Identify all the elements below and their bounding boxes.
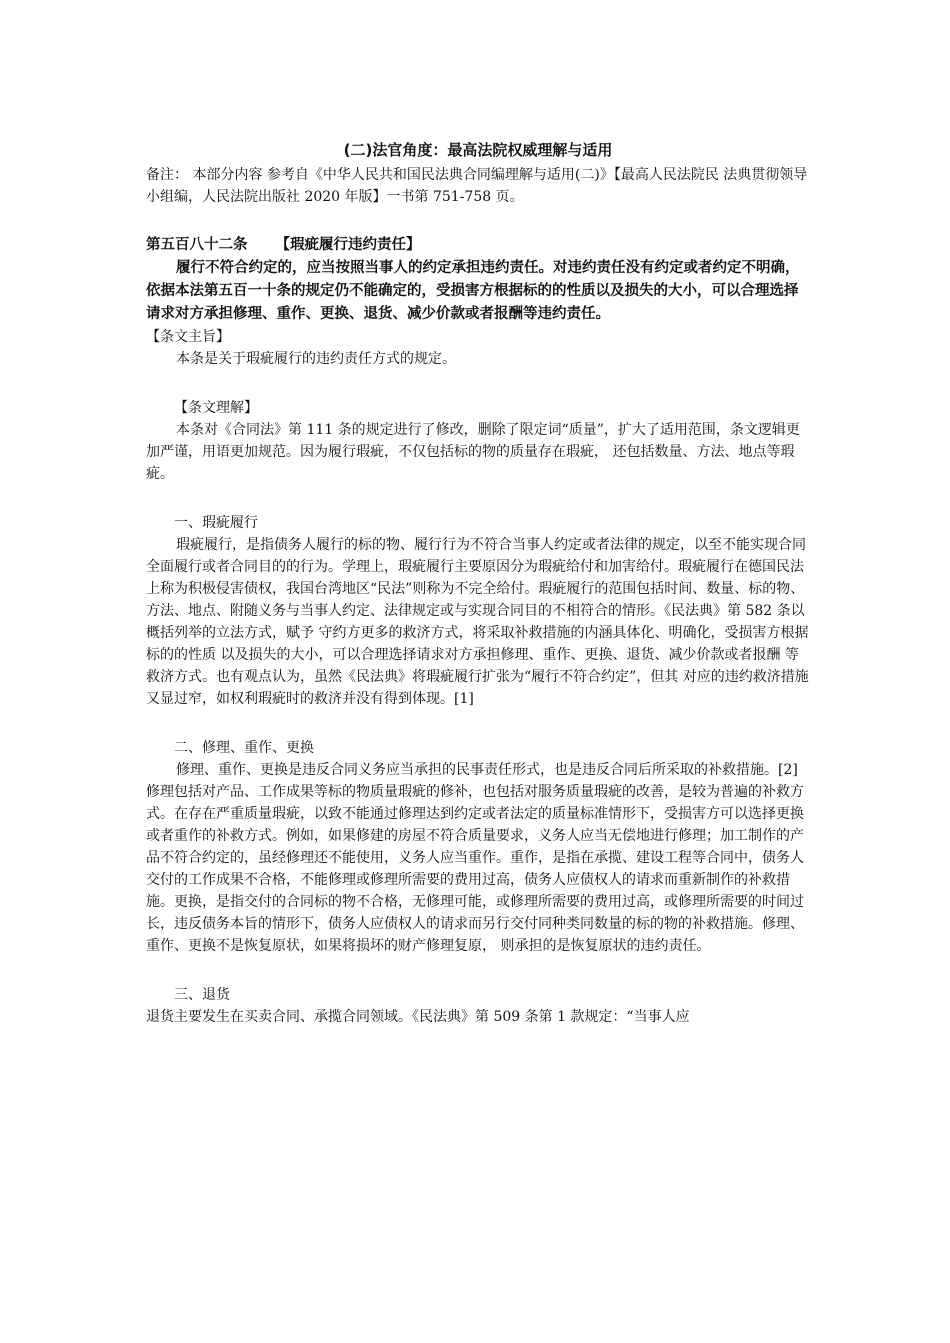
- source-note: 备注： 本部分内容 参考自《中华人民共和国民法典合同编理解与适用(二)》【最高人民法院民 法典贯彻领导小组编，人民法院出版社 2020 年版】一书第 751-758 页。: [146, 167, 808, 205]
- section-text-defective-performance: 瑕疵履行，是指债务人履行的标的物、履行行为不符合当事人约定或者法律的规定，以至不能实现合同全面履行或者合同目的的行为。学理上，瑕疵履行主要原因分为瑕疵给付和加害给付。瑕疵履行在德国民法上称为积极侵害债权，我国台湾地区“民法”则称为不完全给付。瑕疵履行的范围包括时间、数量、标的物、方法、地点、附随义务与当事人约定、法律规定或与实现合同目的不相符合的情形。《民法典》第 582 条以概括列举的立法方式，赋予 守约方更多的救济方式，将采取补救措施的内涵具体化、明确化，受损害方根据标的的性质 以及损失的大小，可以合理选择请求对方承担修理、重作、更换、退货、减少价款或者报酬 等救济方式。也有观点认为，虽然《民法典》将瑕疵履行扩张为“履行不符合约定”，但其 对应的违约救济措施又显过窄，如权利瑕疵时的救济并没有得到体现。[1]: [146, 537, 809, 707]
- article-number: 第五百八十二条: [146, 237, 248, 253]
- section-heading-repair-redo-replace: 二、修理、重作、更换: [174, 740, 314, 756]
- understanding-label: 【条文理解】: [174, 400, 258, 416]
- section-text-return-goods: 退货主要发生在买卖合同、承揽合同领域。《民法典》第 509 条第 1 款规定：“当事人应: [146, 1009, 690, 1025]
- article-header: [146, 234, 810, 257]
- purport-label: 【条文主旨】: [146, 329, 230, 345]
- purport-text: 本条是关于瑕疵履行的违约责任方式的规定。: [176, 351, 456, 367]
- section-heading-return-goods: 三、退货: [174, 987, 230, 1003]
- document-page: [146, 138, 810, 1028]
- section-heading-defective-performance: 一、瑕疵履行: [174, 515, 258, 531]
- article-heading: 【瑕疵履行违约责任】: [275, 237, 421, 253]
- document-title: (二)法官角度：最高法院权威理解与适用: [343, 141, 613, 159]
- understanding-text: 本条对《合同法》第 111 条的规定进行了修改，删除了限定词“质量”，扩大了适用范围，条文逻辑更加严谨，用语更加规范。因为履行瑕疵，不仅包括标的物的质量存在瑕疵， 还包括数量、方法、地点等瑕疵。: [146, 422, 800, 482]
- section-text-repair-redo-replace: 修理、重作、更换是违反合同义务应当承担的民事责任形式，也是违反合同后所采取的补救措施。[2]修理包括对产品、工作成果等标的物质量瑕疵的修补，也包括对服务质量瑕疵的改善，是较为普遍的补救方式。在存在严重质量瑕疵，以致不能通过修理达到约定或者法定的质量标准情形下，受损害方可以选择更换或者重作的补救方式。例如，如果修建的房屋不符合质量要求，义务人应当无偿地进行修理；加工制作的产品不符合约定的，虽经修理还不能使用，义务人应当重作。重作，是指在承揽、建设工程等合同中，债务人交付的工作成果不合格，不能修理或修理所需要的费用过高，债务人应债权人的请求而重新制作的补救措施。更换，是指交付的合同标的物不合格，无修理可能，或修理所需要的费用过高，或修理所需要的时间过长，违反债务本旨的情形下，债务人应债权人的请求而另行交付同种类同数量的标的物的补救措施。修理、重作、更换不是恢复原状，如果将损坏的财产修理复原， 则承担的是恢复原状的违约责任。: [146, 762, 804, 954]
- article-text: 履行不符合约定的，应当按照当事人的约定承担违约责任。对违约责任没有约定或者约定不明确，依据本法第五百一十条的规定仍不能确定的，受损害方根据标的的性质以及损失的大小，可以合理选择请求对方承担修理、重作、更换、退货、减少价款或者报酬等违约责任。: [146, 260, 800, 322]
